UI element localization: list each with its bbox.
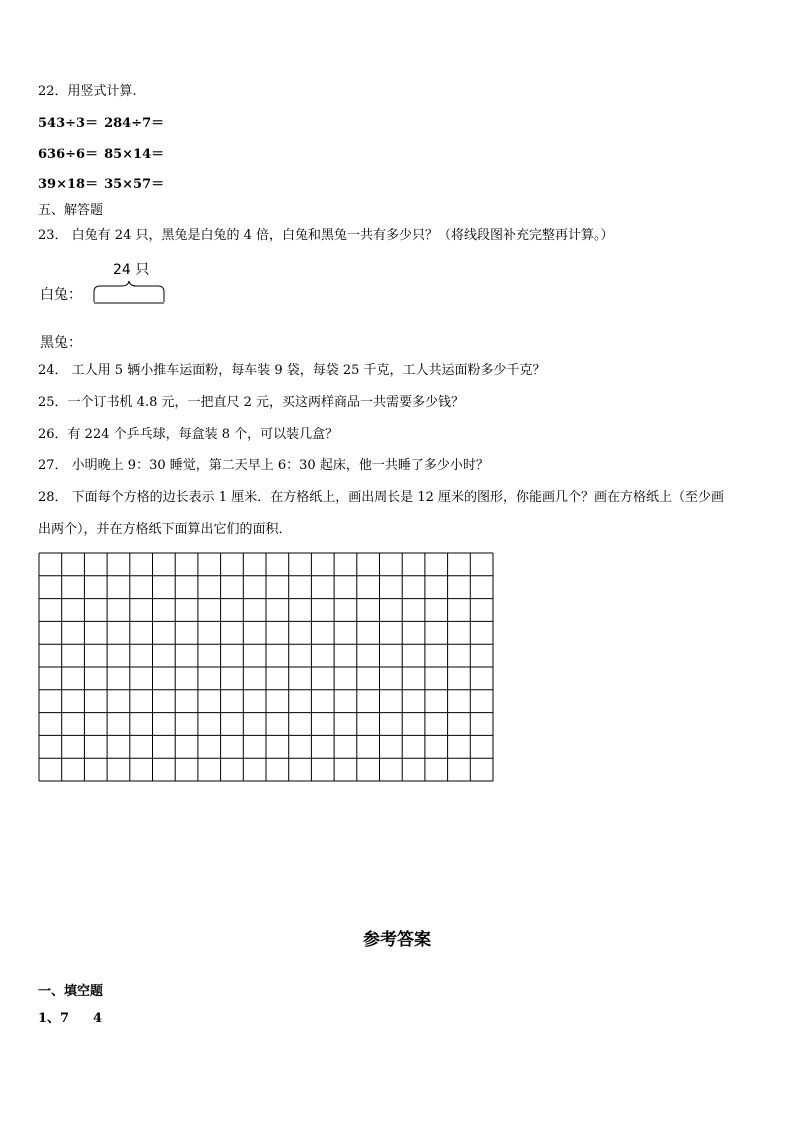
answer-1-value: 4 <box>93 1011 103 1026</box>
answer-1-label: 1、7 <box>38 1011 70 1026</box>
question-28-text-line1: 28． 下面每个方格的边长表示 1 厘米．在方格纸上，画出周长是 12 厘米的图形，你能画几个？画在方格纸上（至少画 <box>38 490 725 505</box>
question-22-title: 22．用竖式计算. <box>38 84 137 99</box>
question-28-text-line2: 出两个），并在方格纸下面算出它们的面积． <box>38 522 292 537</box>
answers-title: 参考答案 <box>363 930 431 950</box>
calc-expression: 284÷7＝ <box>104 116 165 131</box>
section-5-title: 五、解答题 <box>38 203 104 218</box>
question-24-text: 24． 工人用 5 辆小推车运面粉，每车装 9 袋，每袋 25 千克，工人共运面粉多少千克？ <box>38 363 546 378</box>
brace-label: 24 只 <box>113 262 150 278</box>
black-rabbit-label: 黑兔： <box>40 335 82 351</box>
calc-expression: 85×14＝ <box>104 147 165 162</box>
calc-expression: 39×18＝ <box>38 177 99 192</box>
calc-expression: 636÷6＝ <box>38 147 99 162</box>
question-25-text: 25．一个订书机 4.8 元，一把直尺 2 元，买这两样商品一共需要多少钱？ <box>38 395 465 410</box>
calc-expression: 35×57＝ <box>104 177 165 192</box>
calc-expression: 543÷3＝ <box>38 116 99 131</box>
question-27-text: 27． 小明晚上 9：30 睡觉，第二天早上 6：30 起床，他一共睡了多少小时？ <box>38 458 489 473</box>
answers-section-1-title: 一、填空题 <box>38 984 104 999</box>
question-23-text: 23． 白兔有 24 只，黑兔是白兔的 4 倍，白兔和黑兔一共有多少只？（将线段图补充完整再计算。） <box>38 228 614 243</box>
white-rabbit-label: 白兔： <box>40 287 82 303</box>
question-26-text: 26．有 224 个乒乓球，每盒装 8 个，可以装几盒？ <box>38 427 339 442</box>
